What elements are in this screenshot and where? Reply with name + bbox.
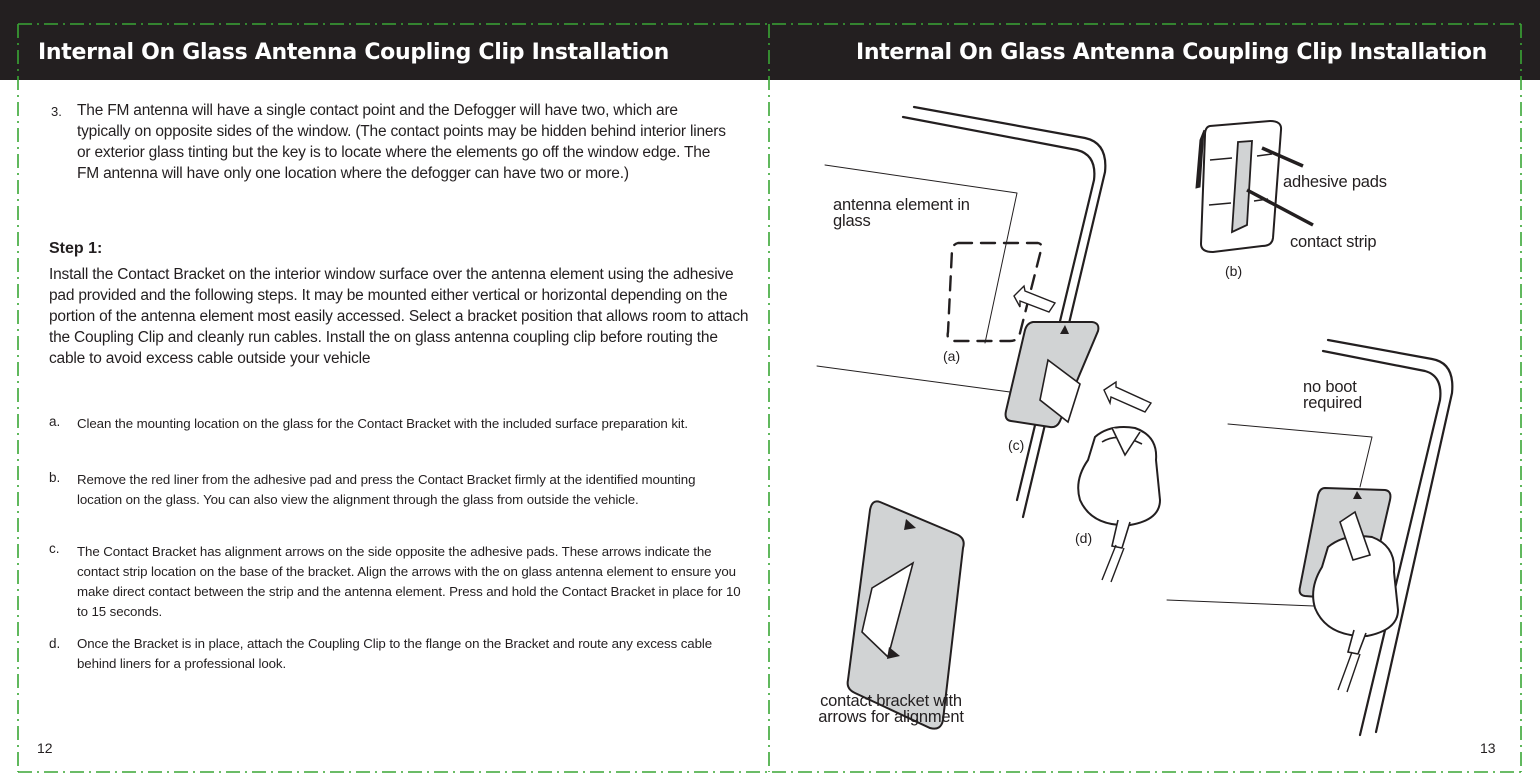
step-title: Step 1: [49,240,103,257]
label-contact-strip: contact strip [1290,233,1377,251]
antenna-element-line [817,366,1010,392]
label-c: (c) [1008,437,1025,453]
window-a-inner-edge [903,117,1094,500]
left-page-title: Internal On Glass Antenna Coupling Clip Installation [38,40,670,65]
step-number: 3. [51,104,62,119]
left-page-number: 12 [37,740,53,756]
item-text-c: The Contact Bracket has alignment arrows on the side opposite the adhesive pads. These arrows indicate the contact strip location on the base of the bracket. Align the arrows with the on glass antenna element to ensure you make direct contact between the strip and the antenna element. Press and hold the Contact Bracket in place for 10 to 15 seconds. [77,544,741,619]
right-page-number: 13 [1480,740,1496,756]
coupling-clip [1078,427,1160,582]
window-a-outer-edge [914,107,1105,517]
label-no-boot: no boot required [1303,378,1362,412]
label-contact-bracket: contact bracket with arrows for alignment [818,692,964,726]
item-label-a: a. [49,414,61,429]
item-label-b: b. [49,470,61,485]
no-boot-leader-line [1228,424,1372,487]
item-text-a: Clean the mounting location on the glass for the Contact Bracket with the included surface preparation kit. [77,416,688,431]
mounted-bracket [1006,322,1099,427]
label-adhesive-pads: adhesive pads [1283,173,1387,191]
antenna-leader-line [825,165,1017,343]
item-label-c: c. [49,541,60,556]
attach-arrow-icon [1104,382,1151,412]
window-b-element-line [1167,600,1314,606]
item-text-d: Once the Bracket is in place, attach the Coupling Clip to the flange on the Bracket and route any excess cable behind liners for a professional look. [77,636,713,671]
step-paragraph: Install the Contact Bracket on the interior window surface over the antenna element using the adhesive pad provided and the following steps. It may be mounted either vertical or horizontal depending on the portion of the antenna element most easily accessed. Select a bracket position that allows room to attach the Coupling Clip and cleanly run cables. Install the on glass antenna coupling clip before routing the cable to avoid excess cable outside your vehicle [49,266,749,367]
intro-paragraph: The FM antenna will have a single contact point and the Defogger will have two, which are typically on opposite sides of the window. (The contact points may be hidden behind interior liners or exterior glass tinting but the key is to locate where the elements go off the window edge. The FM antenna will have only one location where the defogger can have two or more.) [77,102,726,182]
right-page-title: Internal On Glass Antenna Coupling Clip Installation [855,40,1487,65]
item-label-d: d. [49,636,61,651]
insert-arrow-icon [1014,286,1055,312]
label-antenna-element: antenna element in glass [833,196,970,230]
installed-bracket-and-clip [1300,488,1398,692]
label-d: (d) [1075,530,1093,546]
label-b: (b) [1225,263,1243,279]
label-a: (a) [943,348,961,364]
item-text-b: Remove the red liner from the adhesive pad and press the Contact Bracket firmly at the identified mounting location on the glass. You can also view the alignment through the glass from outside the vehicle. [77,472,696,507]
